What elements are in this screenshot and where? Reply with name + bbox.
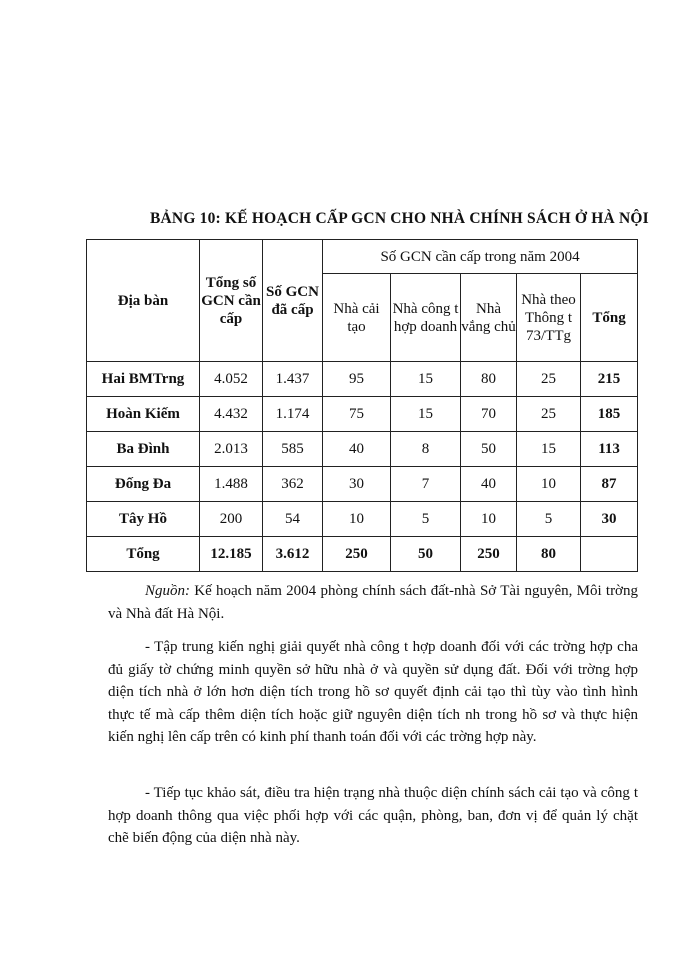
- cell-total-needed: 200: [200, 502, 263, 537]
- header-joint-venture: Nhà công t hợp doanh: [391, 274, 461, 362]
- header-issued: Số GCN đã cấp: [263, 240, 323, 362]
- header-absent-owner: Nhà vắng chủ: [461, 274, 517, 362]
- paragraph: - Tập trung kiến nghị giải quyết nhà công t hợp doanh đối với các trờng hợp cha đủ giấy tờ chứng minh quyền sở hữu nhà ở và quyền sử dụng đất. Đối với trờng hợp diện tích nhà ở lớn hơn diện tích trong hồ sơ quyết định cải tạo thì tùy vào tình hình thực tế mà cấp thêm diện tích hoặc giữ nguyên diện tích nh trong hồ sơ và thực hiện kiến nghị lên cấp trên có kinh phí thanh toán đối với các trờng hợp này.: [108, 639, 638, 746]
- cell-joint-venture: 15: [391, 397, 461, 432]
- cell-absent-owner: 40: [461, 467, 517, 502]
- cell-location: Hai BMTrng: [87, 362, 200, 397]
- source-note: [108, 580, 638, 625]
- cell-total: 215: [581, 362, 638, 397]
- source-text: Kế hoạch năm 2004 phòng chính sách đất-nhà Sở Tài nguyên, Môi trờng và Nhà đất Hà Nội.: [108, 583, 638, 622]
- cell-circular: 15: [517, 432, 581, 467]
- cell-issued: 54: [263, 502, 323, 537]
- cell-location: Tổng: [87, 537, 200, 572]
- header-renovated: Nhà cải tạo: [323, 274, 391, 362]
- cell-absent-owner: 50: [461, 432, 517, 467]
- cell-renovated: 75: [323, 397, 391, 432]
- table-row: [87, 432, 638, 467]
- cell-total: 113: [581, 432, 638, 467]
- cell-absent-owner: 250: [461, 537, 517, 572]
- cell-location: Đống Đa: [87, 467, 200, 502]
- cell-total: 87: [581, 467, 638, 502]
- header-location: Địa bàn: [87, 240, 200, 362]
- cell-joint-venture: 8: [391, 432, 461, 467]
- cell-issued: 1.174: [263, 397, 323, 432]
- paragraph: - Tiếp tục khảo sát, điều tra hiện trạng nhà thuộc diện chính sách cải tạo và công t hợp doanh thông qua việc phối hợp với các quận, phòng, ban, đơn vị để quản lý chặt chẽ biến động của diện nhà này.: [108, 785, 638, 847]
- cell-total-needed: 4.432: [200, 397, 263, 432]
- cell-joint-venture: 15: [391, 362, 461, 397]
- cell-total: [581, 537, 638, 572]
- cell-joint-venture: 7: [391, 467, 461, 502]
- cell-absent-owner: 70: [461, 397, 517, 432]
- cell-total-needed: 12.185: [200, 537, 263, 572]
- source-label: Nguồn:: [145, 583, 190, 599]
- cell-circular: 80: [517, 537, 581, 572]
- cell-total: 30: [581, 502, 638, 537]
- table-row: [87, 397, 638, 432]
- cell-issued: 362: [263, 467, 323, 502]
- cell-absent-owner: 80: [461, 362, 517, 397]
- header-total-needed: Tổng số GCN cần cấp: [200, 240, 263, 362]
- table-row: [87, 502, 638, 537]
- cell-renovated: 30: [323, 467, 391, 502]
- cell-joint-venture: 5: [391, 502, 461, 537]
- cell-renovated: 40: [323, 432, 391, 467]
- cell-renovated: 250: [323, 537, 391, 572]
- cell-total-needed: 1.488: [200, 467, 263, 502]
- cell-circular: 25: [517, 397, 581, 432]
- table-row: [87, 467, 638, 502]
- gcn-plan-table: [86, 239, 638, 572]
- header-row-1: [87, 240, 638, 274]
- cell-renovated: 10: [323, 502, 391, 537]
- cell-total-needed: 2.013: [200, 432, 263, 467]
- cell-location: Ba Đình: [87, 432, 200, 467]
- cell-circular: 5: [517, 502, 581, 537]
- cell-renovated: 95: [323, 362, 391, 397]
- cell-absent-owner: 10: [461, 502, 517, 537]
- cell-circular: 25: [517, 362, 581, 397]
- cell-total: 185: [581, 397, 638, 432]
- cell-issued: 585: [263, 432, 323, 467]
- cell-circular: 10: [517, 467, 581, 502]
- cell-issued: 1.437: [263, 362, 323, 397]
- cell-joint-venture: 50: [391, 537, 461, 572]
- cell-location: Tây Hồ: [87, 502, 200, 537]
- cell-issued: 3.612: [263, 537, 323, 572]
- header-group-2004: Số GCN cần cấp trong năm 2004: [323, 240, 638, 274]
- cell-total-needed: 4.052: [200, 362, 263, 397]
- cell-location: Hoàn Kiếm: [87, 397, 200, 432]
- total-row: [87, 537, 638, 572]
- header-total: Tổng: [581, 274, 638, 362]
- table-title: BẢNG 10: KẾ HOẠCH CẤP GCN CHO NHÀ CHÍNH SÁCH Ở HÀ NỘI: [150, 210, 649, 227]
- header-circular: Nhà theo Thông t 73/TTg: [517, 274, 581, 362]
- table-row: [87, 362, 638, 397]
